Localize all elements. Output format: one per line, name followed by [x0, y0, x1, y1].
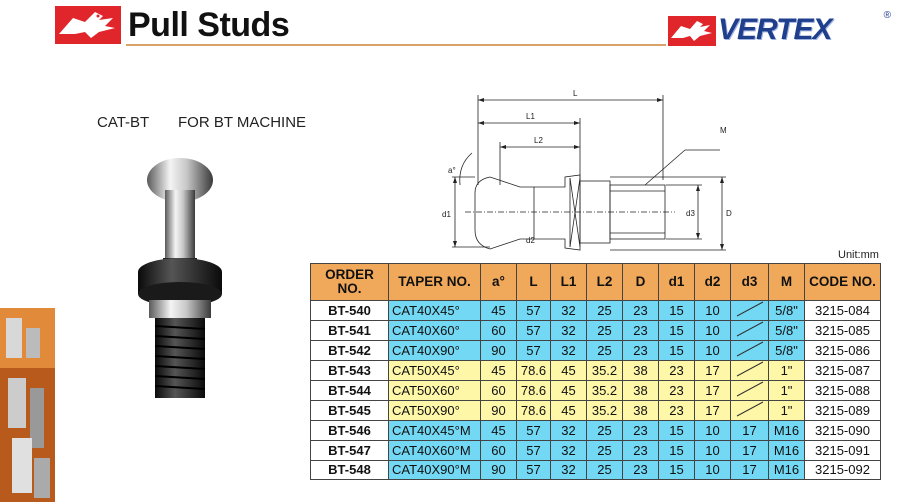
col-D: D — [623, 264, 659, 301]
cell-D: 38 — [623, 401, 659, 421]
cell-M: M16 — [769, 460, 805, 480]
table-row — [311, 321, 881, 341]
cell-M: M16 — [769, 421, 805, 441]
not-applicable-slash — [735, 341, 765, 357]
col-L: L — [517, 264, 551, 301]
page-title: Pull Studs — [128, 6, 290, 44]
cell-M: 1" — [769, 361, 805, 381]
cell-taper: CAT40X60° — [389, 321, 481, 341]
cell-taper: CAT40X45° — [389, 301, 481, 321]
brand-eagle-icon — [668, 16, 716, 50]
cell-code: 3215-085 — [805, 321, 881, 341]
drawing-label-L2: L2 — [534, 136, 543, 145]
drawing-label-d1: d1 — [442, 210, 451, 219]
cell-d3 — [731, 401, 769, 421]
cell-D: 23 — [623, 421, 659, 441]
cell-L1: 32 — [551, 440, 587, 460]
cell-order: BT-542 — [311, 341, 389, 361]
cell-a: 60 — [481, 381, 517, 401]
cell-code: 3215-090 — [805, 421, 881, 441]
cell-L: 57 — [517, 321, 551, 341]
brand-logo — [668, 10, 893, 52]
cell-d1: 23 — [659, 401, 695, 421]
drawing-label-d3: d3 — [686, 209, 695, 218]
col-L1: L1 — [551, 264, 587, 301]
table-row — [311, 440, 881, 460]
cell-d2: 10 — [695, 421, 731, 441]
not-applicable-slash — [735, 381, 765, 397]
cell-L1: 45 — [551, 361, 587, 381]
cell-L1: 32 — [551, 460, 587, 480]
table-row — [311, 361, 881, 381]
cell-L2: 25 — [587, 301, 623, 321]
drawing-label-a: a° — [448, 166, 456, 175]
cell-d1: 15 — [659, 421, 695, 441]
cell-d1: 15 — [659, 341, 695, 361]
cell-L: 78.6 — [517, 381, 551, 401]
registered-mark: ® — [883, 10, 891, 21]
cell-L2: 25 — [587, 321, 623, 341]
title-divider — [126, 44, 666, 46]
product-type: CAT-BT — [97, 114, 150, 131]
cell-L2: 25 — [587, 341, 623, 361]
cell-taper: CAT50X90° — [389, 401, 481, 421]
cell-L1: 45 — [551, 401, 587, 421]
col-L2: L2 — [587, 264, 623, 301]
unit-label: Unit:mm — [838, 249, 879, 261]
table-row — [311, 301, 881, 321]
cell-M: 5/8" — [769, 321, 805, 341]
cell-a: 45 — [481, 361, 517, 381]
cell-L2: 25 — [587, 440, 623, 460]
col-d1: d1 — [659, 264, 695, 301]
table-row — [311, 381, 881, 401]
cell-a: 60 — [481, 440, 517, 460]
cell-d2: 10 — [695, 321, 731, 341]
cell-d2: 10 — [695, 460, 731, 480]
cell-L2: 35.2 — [587, 361, 623, 381]
col-taper: TAPER NO. — [389, 264, 481, 301]
cell-order: BT-548 — [311, 460, 389, 480]
cell-code: 3215-088 — [805, 381, 881, 401]
drawing-label-L1: L1 — [526, 112, 535, 121]
cell-L: 57 — [517, 301, 551, 321]
cell-a: 45 — [481, 421, 517, 441]
cell-M: 1" — [769, 401, 805, 421]
cell-d1: 15 — [659, 321, 695, 341]
cell-code: 3215-086 — [805, 341, 881, 361]
tooling-photo-strip — [0, 308, 55, 502]
cell-d2: 17 — [695, 361, 731, 381]
cell-M: 5/8" — [769, 341, 805, 361]
cell-L: 78.6 — [517, 361, 551, 381]
cell-M: 1" — [769, 381, 805, 401]
cell-code: 3215-087 — [805, 361, 881, 381]
cell-L: 57 — [517, 341, 551, 361]
cell-taper: CAT40X90°M — [389, 460, 481, 480]
cell-L: 57 — [517, 421, 551, 441]
cell-D: 38 — [623, 361, 659, 381]
cell-code: 3215-092 — [805, 460, 881, 480]
cell-M: M16 — [769, 440, 805, 460]
table-row — [311, 401, 881, 421]
cell-d1: 23 — [659, 381, 695, 401]
pull-stud-spec-table — [310, 263, 881, 480]
cell-code: 3215-089 — [805, 401, 881, 421]
cell-L1: 32 — [551, 321, 587, 341]
eagle-logo-icon — [55, 6, 121, 44]
cell-d3 — [731, 301, 769, 321]
cell-d3: 17 — [731, 460, 769, 480]
table-row — [311, 460, 881, 480]
cell-L2: 35.2 — [587, 401, 623, 421]
cell-D: 23 — [623, 440, 659, 460]
cell-a: 90 — [481, 401, 517, 421]
cell-D: 23 — [623, 460, 659, 480]
drawing-label-d2: d2 — [526, 236, 535, 245]
cell-d2: 10 — [695, 301, 731, 321]
col-a: a° — [481, 264, 517, 301]
pull-stud-photo — [125, 150, 235, 405]
cell-d3 — [731, 321, 769, 341]
col-d3: d3 — [731, 264, 769, 301]
not-applicable-slash — [735, 401, 765, 417]
cell-a: 60 — [481, 321, 517, 341]
table-row — [311, 341, 881, 361]
not-applicable-slash — [735, 361, 765, 377]
cell-order: BT-547 — [311, 440, 389, 460]
table-row — [311, 421, 881, 441]
cell-d3 — [731, 381, 769, 401]
cell-taper: CAT40X60°M — [389, 440, 481, 460]
cell-a: 45 — [481, 301, 517, 321]
cell-L: 78.6 — [517, 401, 551, 421]
col-code: CODE NO. — [805, 264, 881, 301]
cell-order: BT-544 — [311, 381, 389, 401]
cell-d1: 15 — [659, 460, 695, 480]
cell-M: 5/8" — [769, 301, 805, 321]
cell-L1: 32 — [551, 301, 587, 321]
cell-L1: 32 — [551, 421, 587, 441]
cell-d3 — [731, 341, 769, 361]
cell-order: BT-545 — [311, 401, 389, 421]
cell-d3 — [731, 361, 769, 381]
col-M: M — [769, 264, 805, 301]
cell-order: BT-543 — [311, 361, 389, 381]
cell-a: 90 — [481, 460, 517, 480]
brand-name: VERTEX — [718, 13, 832, 46]
cell-order: BT-546 — [311, 421, 389, 441]
cell-order: BT-540 — [311, 301, 389, 321]
cell-D: 38 — [623, 381, 659, 401]
cell-order: BT-541 — [311, 321, 389, 341]
cell-d2: 17 — [695, 401, 731, 421]
cell-d2: 10 — [695, 341, 731, 361]
cell-L2: 25 — [587, 421, 623, 441]
drawing-label-D: D — [726, 209, 732, 218]
cell-taper: CAT50X45° — [389, 361, 481, 381]
cell-d1: 15 — [659, 440, 695, 460]
col-d2: d2 — [695, 264, 731, 301]
drawing-label-M: M — [720, 126, 727, 135]
col-order: ORDER NO. — [311, 264, 389, 301]
machine-type: FOR BT MACHINE — [178, 114, 307, 131]
not-applicable-slash — [735, 301, 765, 317]
cell-d1: 15 — [659, 301, 695, 321]
cell-code: 3215-091 — [805, 440, 881, 460]
cell-a: 90 — [481, 341, 517, 361]
cell-taper: CAT40X45°M — [389, 421, 481, 441]
cell-d2: 17 — [695, 381, 731, 401]
cell-d1: 23 — [659, 361, 695, 381]
cell-D: 23 — [623, 321, 659, 341]
cell-taper: CAT50X60° — [389, 381, 481, 401]
cell-L2: 25 — [587, 460, 623, 480]
cell-d3: 17 — [731, 440, 769, 460]
dimension-drawing — [430, 85, 760, 257]
drawing-label-L: L — [573, 89, 578, 98]
table-header-row — [311, 264, 881, 301]
not-applicable-slash — [735, 321, 765, 337]
cell-L1: 32 — [551, 341, 587, 361]
cell-D: 23 — [623, 301, 659, 321]
cell-d2: 10 — [695, 440, 731, 460]
cell-L: 57 — [517, 460, 551, 480]
cell-D: 23 — [623, 341, 659, 361]
cell-L1: 45 — [551, 381, 587, 401]
cell-code: 3215-084 — [805, 301, 881, 321]
cell-taper: CAT40X90° — [389, 341, 481, 361]
cell-L: 57 — [517, 440, 551, 460]
cell-d3: 17 — [731, 421, 769, 441]
cell-L2: 35.2 — [587, 381, 623, 401]
